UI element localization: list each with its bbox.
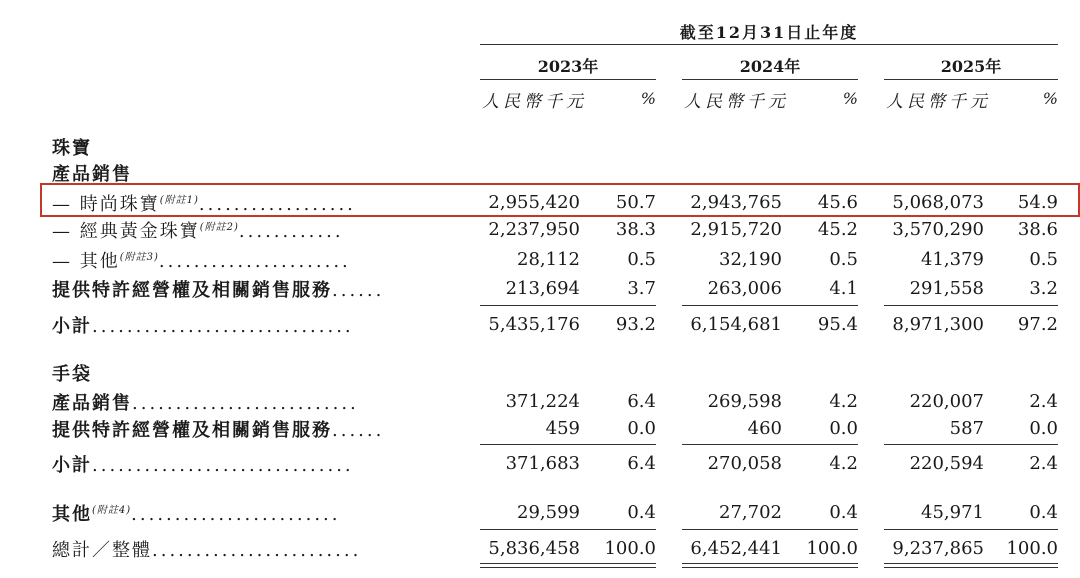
row-text: 產品銷售: [52, 393, 132, 414]
cell-pct: 100.0: [604, 538, 656, 559]
cell-pct: 2.4: [1029, 391, 1058, 412]
cell-pct: 0.5: [627, 249, 656, 270]
cell-value: 8,971,300: [892, 314, 984, 335]
row-text: 總計／整體: [52, 540, 152, 561]
row-label-total: [52, 536, 361, 562]
cell-pct: 95.4: [817, 314, 858, 335]
leader-dots: ......................: [158, 251, 351, 272]
row-label-subtotal-jewelry: [52, 312, 354, 338]
section-title-jewelry: 珠寶: [52, 138, 92, 159]
cell-value: 270,058: [707, 453, 782, 474]
cell-pct: 3.7: [627, 278, 656, 299]
cell-pct: 4.2: [829, 453, 858, 474]
total-rule: [480, 529, 656, 530]
cell-pct: 0.0: [829, 418, 858, 439]
cell-pct: 38.6: [1017, 219, 1058, 240]
leader-dots: ........................: [152, 540, 362, 561]
row-label-classic-gold: [52, 217, 344, 243]
cell-value: 6,154,681: [690, 314, 782, 335]
cell-pct: 100.0: [806, 538, 858, 559]
row-label-others: [52, 500, 341, 526]
leader-dots: ......: [332, 420, 385, 441]
row-label-franchise-jewelry: [52, 276, 384, 302]
leader-dots: ..........................: [132, 393, 359, 414]
cell-value: 5,435,176: [488, 314, 580, 335]
unit-2025: 人民幣千元: [886, 92, 991, 112]
year-rule-2024: [682, 79, 858, 80]
row-label-other: [52, 247, 351, 273]
cell-pct: 97.2: [1017, 314, 1058, 335]
cell-value: 2,943,765: [690, 192, 782, 213]
cell-value: 2,237,950: [488, 219, 580, 240]
year-2023: 2023年: [537, 57, 599, 76]
row-text: 提供特許經營權及相關銷售服務: [52, 280, 332, 301]
cell-value: 9,237,865: [892, 538, 984, 559]
cell-pct: 0.4: [1029, 502, 1058, 523]
cell-value: 29,599: [517, 502, 580, 523]
leader-dots: ..............................: [92, 316, 354, 337]
leader-dots: ............: [238, 221, 344, 242]
cell-pct: 0.0: [1029, 418, 1058, 439]
subtotal-rule: [480, 305, 656, 306]
leader-dots: ..............................: [92, 455, 354, 476]
section-title-handbags: 手袋: [52, 364, 92, 385]
cell-value: 371,683: [505, 453, 580, 474]
row-text: — 經典黃金珠寶: [52, 221, 200, 242]
cell-value: 220,007: [909, 391, 984, 412]
cell-pct: 0.0: [627, 418, 656, 439]
total-double-rule: [884, 567, 1058, 568]
period-heading: 截至12月31日止年度: [679, 23, 859, 42]
row-text: — 其他: [52, 251, 120, 272]
total-rule: [682, 529, 858, 530]
cell-value: 5,068,073: [892, 192, 984, 213]
row-label-handbag-sales: [52, 389, 359, 415]
total-rule: [884, 529, 1058, 530]
row-text: 其他: [52, 504, 92, 525]
subtotal-rule: [480, 444, 656, 445]
row-text: 小計: [52, 316, 92, 337]
row-text: 提供特許經營權及相關銷售服務: [52, 420, 332, 441]
cell-pct: 6.4: [627, 391, 656, 412]
cell-pct: 3.2: [1029, 278, 1058, 299]
leader-dots: ..................: [198, 194, 356, 215]
period-rule: [480, 44, 1058, 45]
cell-pct: 6.4: [627, 453, 656, 474]
cell-value: 220,594: [909, 453, 984, 474]
note-ref: (附註3): [119, 252, 159, 263]
note-ref: (附註2): [199, 222, 239, 233]
cell-pct: 45.2: [817, 219, 858, 240]
cell-value: 460: [747, 418, 782, 439]
subtotal-rule: [682, 444, 858, 445]
cell-value: 27,702: [719, 502, 782, 523]
cell-value: 5,836,458: [488, 538, 580, 559]
leader-dots: ......: [332, 280, 385, 301]
year-rule-2023: [480, 79, 656, 80]
pct-2025: %: [1042, 89, 1058, 108]
note-ref: (附註4): [92, 505, 132, 516]
cell-pct: 0.5: [1029, 249, 1058, 270]
cell-value: 32,190: [719, 249, 782, 270]
unit-2023: 人民幣千元: [482, 92, 587, 112]
cell-value: 2,955,420: [488, 192, 580, 213]
cell-value: 371,224: [505, 391, 580, 412]
cell-pct: 50.7: [615, 192, 656, 213]
pct-2024: %: [842, 89, 858, 108]
cell-pct: 100.0: [1006, 538, 1058, 559]
row-text: — 時尚珠寶: [52, 194, 160, 215]
cell-value: 587: [949, 418, 984, 439]
row-text: 小計: [52, 455, 92, 476]
cell-value: 3,570,290: [892, 219, 984, 240]
total-double-rule: [682, 563, 858, 564]
row-label-fashion-jewelry: [52, 190, 356, 216]
total-double-rule: [884, 563, 1058, 564]
subtotal-rule: [884, 305, 1058, 306]
cell-value: 213,694: [505, 278, 580, 299]
cell-value: 291,558: [909, 278, 984, 299]
subtotal-rule: [884, 444, 1058, 445]
cell-pct: 54.9: [1017, 192, 1058, 213]
year-2025: 2025年: [940, 57, 1002, 76]
cell-value: 2,915,720: [690, 219, 782, 240]
year-2024: 2024年: [739, 57, 801, 76]
note-ref: (附註1): [159, 195, 199, 206]
total-double-rule: [480, 567, 656, 568]
subtotal-rule: [682, 305, 858, 306]
cell-pct: 2.4: [1029, 453, 1058, 474]
cell-pct: 93.2: [615, 314, 656, 335]
cell-value: 41,379: [921, 249, 984, 270]
total-double-rule: [480, 563, 656, 564]
year-rule-2025: [884, 79, 1058, 80]
cell-value: 28,112: [517, 249, 580, 270]
pct-2023: %: [640, 89, 656, 108]
cell-pct: 0.4: [627, 502, 656, 523]
total-double-rule: [682, 567, 858, 568]
cell-value: 6,452,441: [690, 538, 782, 559]
cell-value: 263,006: [707, 278, 782, 299]
cell-value: 459: [545, 418, 580, 439]
cell-pct: 0.4: [829, 502, 858, 523]
leader-dots: ........................: [131, 504, 341, 525]
cell-pct: 4.1: [829, 278, 858, 299]
cell-pct: 0.5: [829, 249, 858, 270]
cell-value: 269,598: [707, 391, 782, 412]
section-subtitle-product-sales: 產品銷售: [52, 164, 132, 185]
cell-pct: 45.6: [817, 192, 858, 213]
unit-2024: 人民幣千元: [684, 92, 789, 112]
cell-pct: 38.3: [615, 219, 656, 240]
row-label-subtotal-handbags: [52, 451, 354, 477]
row-label-franchise-handbags: [52, 416, 384, 442]
cell-pct: 4.2: [829, 391, 858, 412]
cell-value: 45,971: [921, 502, 984, 523]
